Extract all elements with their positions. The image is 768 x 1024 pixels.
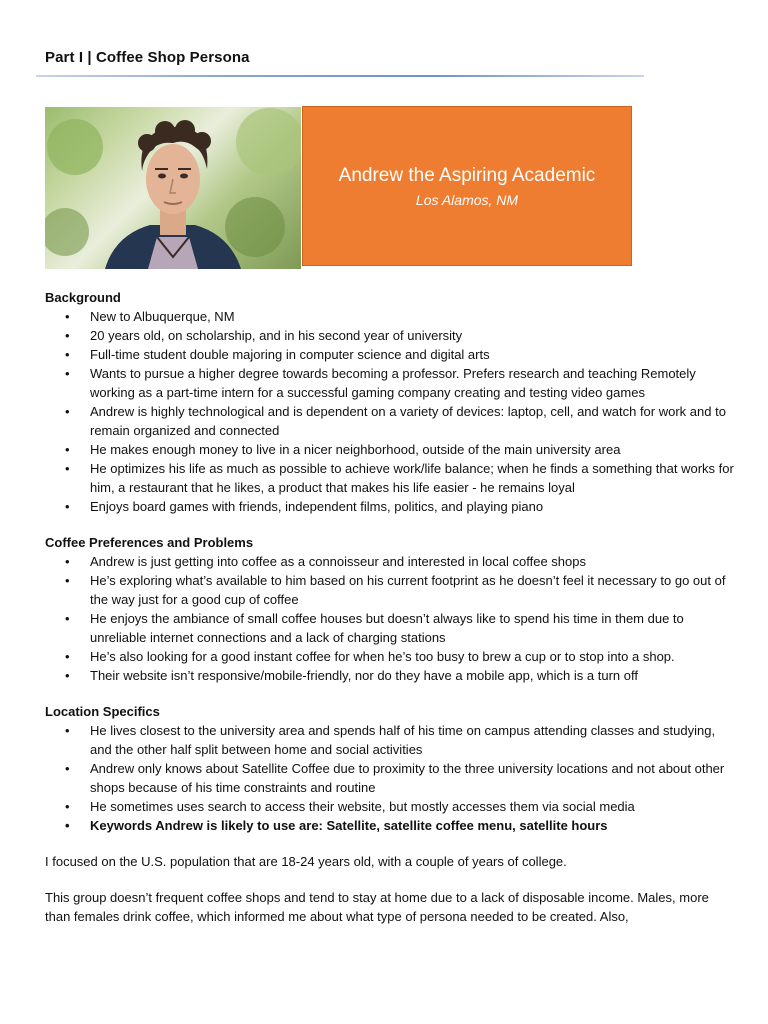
list-item: • He enjoys the ambiance of small coffee houses but doesn’t always like to spend his time in them due to unreliable internet connections and a lack of charging stations [45,609,735,647]
location-list [45,721,735,835]
list-item: • He makes enough money to live in a nicer neighborhood, outside of the main university area [45,440,735,459]
background-list [45,307,735,516]
persona-banner [302,106,632,266]
section-heading-background: Background [45,290,121,305]
coffee-preferences-list [45,552,735,685]
list-item: • He’s also looking for a good instant coffee for when he’s too busy to brew a cup or to stop into a shop. [45,647,735,666]
list-item: • He optimizes his life as much as possible to achieve work/life balance; when he finds a something that works for him, a restaurant that he likes, a product that makes his life easier - he remains loyal [45,459,735,497]
list-item: • Andrew only knows about Satellite Coffee due to proximity to the three university locations and not about other shops because of his time constraints and routine [45,759,735,797]
list-item: • He sometimes uses search to access their website, but mostly accesses them via social media [45,797,735,816]
list-item: • Andrew is highly technological and is dependent on a variety of devices: laptop, cell, and watch for work and to remain organized and connected [45,402,735,440]
persona-photo [45,107,301,269]
list-item: • New to Albuquerque, NM [45,307,735,326]
list-item: • He’s exploring what’s available to him based on his current footprint as he doesn’t feel it necessary to go out of the way just for a good cup of coffee [45,571,735,609]
paragraph: I focused on the U.S. population that are 18-24 years old, with a couple of years of college. [45,854,567,869]
list-item: • Their website isn’t responsive/mobile-friendly, nor do they have a mobile app, which is a turn off [45,666,735,685]
list-item: • Wants to pursue a higher degree towards becoming a professor. Prefers research and teaching Remotely working as a part-time intern for a successful gaming company creating and testing video games [45,364,735,402]
document-body [45,288,735,943]
list-item: • He lives closest to the university area and spends half of his time on campus attending classes and studying, and the other half split between home and social activities [45,721,735,759]
list-item: • Andrew is just getting into coffee as a connoisseur and interested in local coffee shops [45,552,735,571]
paragraph: This group doesn’t frequent coffee shops and tend to stay at home due to a lack of disposable income. Males, more than females drink coffee, which informed me about what type of persona needed to be created. Also, [45,890,709,924]
title-divider [36,75,644,77]
list-item: • Full-time student double majoring in computer science and digital arts [45,345,735,364]
list-item: • Enjoys board games with friends, independent films, politics, and playing piano [45,497,735,516]
section-heading-coffee-preferences: Coffee Preferences and Problems [45,535,254,550]
section-heading-location: Location Specifics [45,704,160,719]
persona-location: Los Alamos, NM [415,192,519,208]
list-item: • 20 years old, on scholarship, and in his second year of university [45,326,735,345]
keywords-list-item: • Keywords Andrew is likely to use are: Satellite, satellite coffee menu, satellite hours [45,816,735,835]
persona-name: Andrew the Aspiring Academic [338,165,596,186]
document-title: Part I | Coffee Shop Persona [45,49,250,66]
